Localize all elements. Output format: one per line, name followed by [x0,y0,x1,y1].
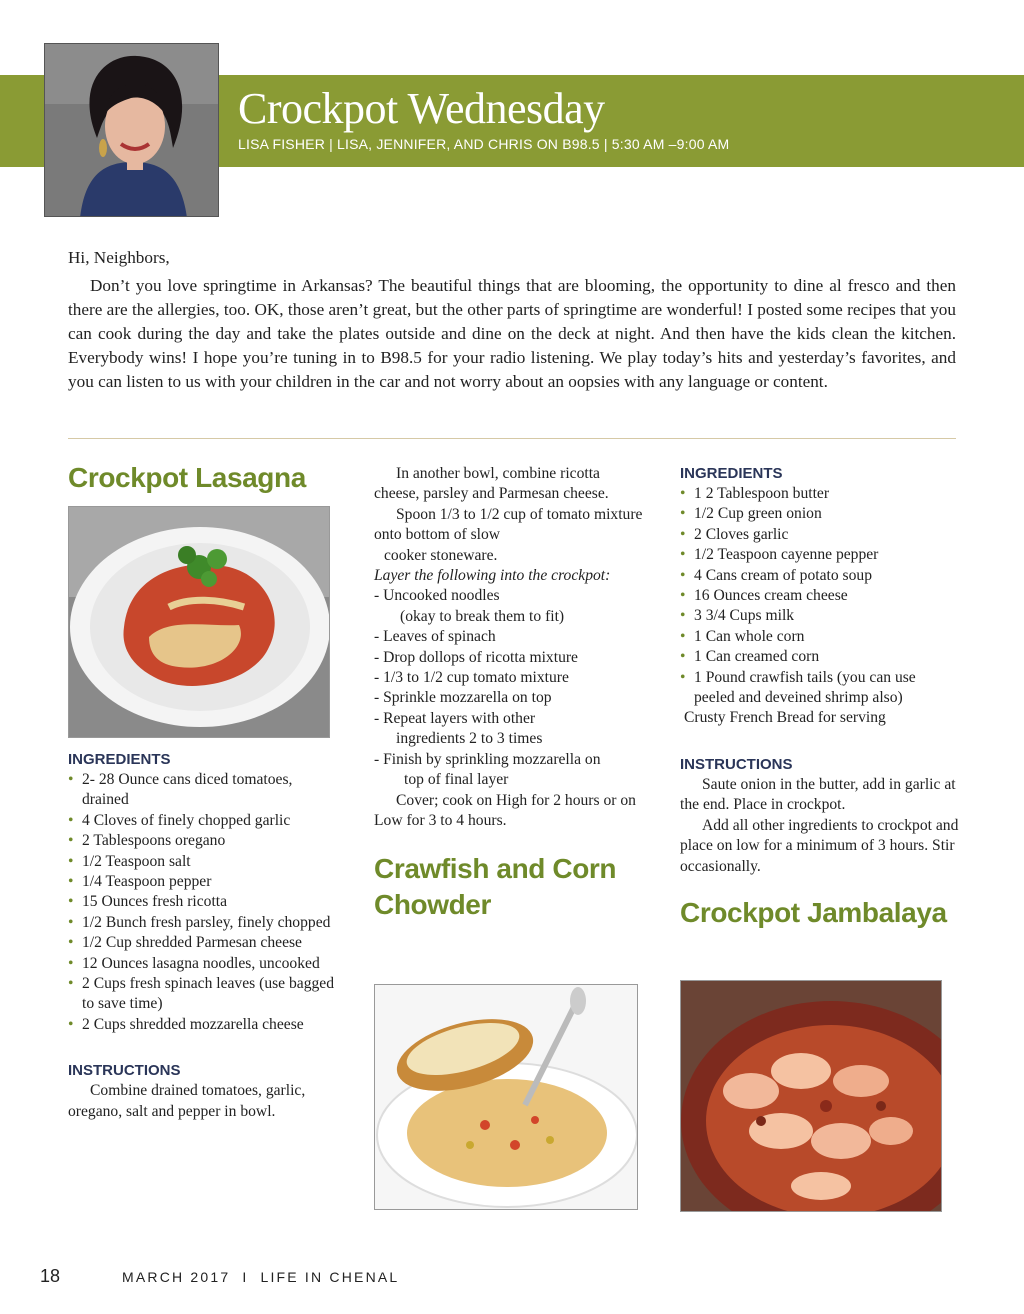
chowder-ingredients-list [680,484,960,708]
page-footer [40,1266,1000,1288]
lasagna-instruction-step: Spoon 1/3 to 1/2 cup of tomato mixture onto bottom of slow [374,505,643,544]
list-item: • 1/2 Bunch fresh parsley, finely chopped [68,913,343,933]
section-divider [68,438,956,439]
list-item: • 2 Cloves garlic [680,525,960,545]
column-lasagna [68,460,343,496]
list-item: • 12 Ounces lasagna noodles, uncooked [68,954,343,974]
list-item-note: (okay to break them to fit) [400,607,565,625]
list-item: • 1/2 Cup shredded Parmesan cheese [68,933,343,953]
list-item-note: ingredients 2 to 3 times [396,730,543,748]
list-item: • 1/2 Teaspoon cayenne pepper [680,545,960,565]
list-item: • 4 Cans cream of potato soup [680,566,960,586]
chowder-instruction-step: Add all other ingredients to crockpot and place on low for a minimum of 3 hours. Stir occasionally. [680,816,959,875]
lasagna-ingredients-list [68,770,343,1035]
list-item: • 2- 28 Ounce cans diced tomatoes, drained [68,770,343,811]
jambalaya-image [681,981,942,1212]
list-item: - Leaves of spinach [374,628,496,646]
jambalaya-photo [680,980,942,1212]
list-item: • 15 Ounces fresh ricotta [68,892,343,912]
author-portrait [44,43,219,217]
byline: LISA FISHER | LISA, JENNIFER, AND CHRIS ON B98.5 | 5:30 AM –9:00 AM [238,136,730,152]
list-item: • 2 Tablespoons oregano [68,831,343,851]
list-item: - Sprinkle mozzarella on top [374,689,552,707]
chowder-serving-note: Crusty French Bread for serving [684,709,886,727]
column-middle [374,464,649,923]
list-item: • 1 Can whole corn [680,627,960,647]
list-item: • 2 Cups fresh spinach leaves (use bagged to save time) [68,974,343,1015]
list-item: • 1/4 Teaspoon pepper [68,872,343,892]
issue-date: MARCH 2017 [122,1269,231,1285]
lasagna-image [69,507,330,738]
lasagna-recipe [68,750,343,1122]
lasagna-instruction-step: In another bowl, combine ricotta cheese, parsley and Parmesan cheese. [374,465,609,503]
list-item: - Finish by sprinkling mozzarella on [374,750,601,768]
list-item: - Uncooked noodles [374,587,500,605]
list-item: • 3 3/4 Cups milk [680,606,960,626]
lasagna-photo [68,506,330,738]
chowder-photo [374,984,638,1210]
intro-letter [68,246,956,394]
list-item: - Repeat layers with other [374,709,536,727]
page-number: 18 [40,1266,61,1286]
layer-list [374,586,649,790]
page-title: Crockpot Wednesday [238,84,605,133]
list-item: - Drop dollops of ricotta mixture [374,648,578,666]
list-item: • 1/2 Teaspoon salt [68,852,343,872]
column-right [680,464,960,931]
list-item: • 1 2 Tablespoon butter [680,484,960,504]
lasagna-title: Crockpot Lasagna [68,462,306,493]
footer-separator: I [242,1269,249,1285]
list-item: • 1 Pound crawfish tails (you can use peeled and deveined shrimp also) [680,668,960,709]
chowder-instruction-step: Saute onion in the butter, add in garlic at the end. Place in crockpot. [680,775,956,814]
list-item: • 1/2 Cup green onion [680,504,960,524]
list-item: • 1 Can creamed corn [680,647,960,667]
greeting: Hi, Neighbors, [68,248,170,267]
chowder-title: Crawfish and Corn Chowder [374,853,617,921]
list-item: - 1/3 to 1/2 cup tomato mixture [374,669,569,687]
lasagna-instruction-step: cooker stoneware. [384,546,498,564]
jambalaya-title: Crockpot Jambalaya [680,896,947,928]
magazine-name: LIFE IN CHENAL [260,1269,400,1285]
chowder-ingredients-heading: INGREDIENTS [680,465,783,482]
lasagna-ingredients-heading: INGREDIENTS [68,751,171,768]
author-portrait-image [45,44,219,217]
chowder-instructions-heading: INSTRUCTIONS [680,755,793,773]
lasagna-instructions-heading: INSTRUCTIONS [68,1062,181,1080]
list-item: • 2 Cups shredded mozzarella cheese [68,1015,343,1035]
lasagna-instruction-step: Combine drained tomatoes, garlic, oregano, salt and pepper in bowl. [68,1082,306,1120]
footer-issue-line [122,1269,399,1285]
layer-intro: Layer the following into the crockpot: [374,567,611,585]
list-item: • 16 Ounces cream cheese [680,586,960,606]
list-item: • 4 Cloves of finely chopped garlic [68,811,343,831]
list-item-note: top of final layer [404,771,509,789]
chowder-image [375,985,638,1210]
intro-paragraph: Don’t you love springtime in Arkansas? The beautiful things that are blooming, the opportunity to dine al fresco and then there are the allergies, too. OK, those aren’t great, but the other parts of springtime are wonderful! I posted some recipes that you can cook during the day and take the plates outside and dine on the deck at night. And then have the kids clean the kitchen. Everybody wins! I hope you’re tuning in to B98.5 for your radio listening. We play today’s hits and yesterday’s favorites, and you can listen to us with your children in the car and not worry about an oopsies with any language or content. [68,276,956,391]
lasagna-cook-step: Cover; cook on High for 2 hours or on Low for 3 to 4 hours. [374,791,636,829]
